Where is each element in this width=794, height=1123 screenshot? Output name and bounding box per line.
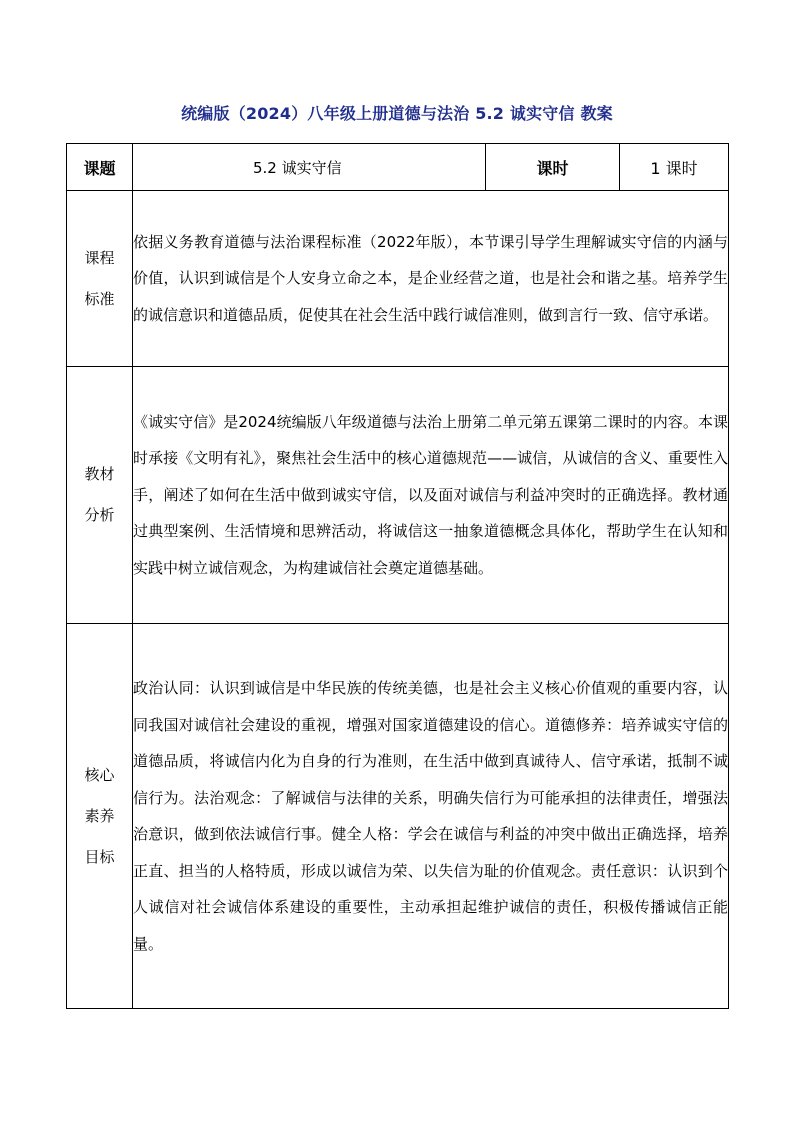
topic-label: 课题 — [67, 144, 133, 191]
period-label: 课时 — [486, 144, 620, 191]
period-value: 1 课时 — [620, 144, 729, 191]
document-title: 统编版（2024）八年级上册道德与法治 5.2 诚实守信 教案 — [181, 104, 613, 123]
row-content-curriculum-standard: 依据义务教育道德与法治课程标准（2022年版），本节课引导学生理解诚实守信的内涵与价值，认识到诚信是个人安身立命之本，是企业经营之道，也是社会和谐之基。培养学生的诚信意识和道德品质，促使其在社会生活中践行诚信准则，做到言行一致、信守承诺。 — [133, 191, 729, 367]
row-label-text: 教材分析 — [84, 465, 115, 524]
table-row — [67, 624, 729, 1009]
lesson-plan-table — [66, 143, 729, 1009]
row-label-curriculum-standard — [67, 191, 133, 367]
table-row — [67, 191, 729, 367]
row-content-core-literacy-goals: 政治认同：认识到诚信是中华民族的传统美德，也是社会主义核心价值观的重要内容，认同我国对诚信社会建设的重视，增强对国家道德建设的信心。道德修养：培养诚实守信的道德品质，将诚信内化为自身的行为准则，在生活中做到真诚待人、信守承诺，抵制不诚信行为。法治观念：了解诚信与法律的关系，明确失信行为可能承担的法律责任，增强法治意识，做到依法诚信行事。健全人格：学会在诚信与利益的冲突中做出正确选择，培养正直、担当的人格特质，形成以诚信为荣、以失信为耻的价值观念。责任意识：认识到个人诚信对社会诚信体系建设的重要性，主动承担起维护诚信的责任，积极传播诚信正能量。 — [133, 624, 729, 1009]
row-label-text: 核心素养目标 — [84, 765, 115, 866]
topic-value: 5.2 诚实守信 — [133, 144, 486, 191]
row-label-core-literacy-goals — [67, 624, 133, 1009]
row-content-textbook-analysis: 《诚实守信》是2024统编版八年级道德与法治上册第二单元第五课第二课时的内容。本课时承接《文明有礼》，聚焦社会生活中的核心道德规范——诚信，从诚信的含义、重要性入手，阐述了如何在生活中做到诚实守信，以及面对诚信与利益冲突时的正确选择。教材通过典型案例、生活情境和思辨活动，将诚信这一抽象道德概念具体化，帮助学生在认知和实践中树立诚信观念，为构建诚信社会奠定道德基础。 — [133, 367, 729, 624]
table-row — [67, 367, 729, 624]
row-label-textbook-analysis — [67, 367, 133, 624]
table-header-row — [67, 144, 729, 191]
row-label-text: 课程标准 — [84, 248, 115, 308]
